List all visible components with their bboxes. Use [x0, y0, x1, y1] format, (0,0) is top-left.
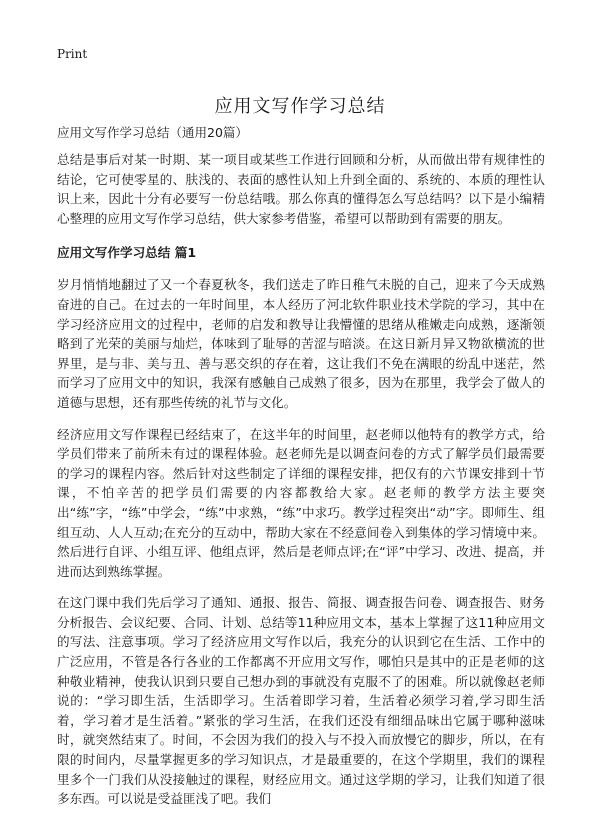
body-paragraph: 岁月悄悄地翻过了又一个春夏秋冬，我们送走了昨日稚气未脱的自己，迎来了今天成熟奋进的自己。在过去的一年时间里，本人经历了河北软件职业技术学院的学习，其中在学习经济应用文的过程中，老师的启发和教导让我懵懂的思绪从稚嫩走向成熟，逐渐领略到了光荣的美丽与灿烂，体味到了耻辱的苦涩与暗淡。在这日新月异又物欲横流的世界里，是与非、美与丑、善与恶交织的存在着，这让我们不免在满眼的纷乱中迷茫，然而学习了应用文中的知识，我深有感触自己成熟了很多，因为在那里，我学会了做人的道德与思想，还有那些传统的礼节与文化。: [57, 277, 545, 410]
print-label[interactable]: Print: [57, 47, 88, 61]
document-body: [57, 150, 545, 821]
intro-paragraph: 总结是事后对某一时期、某一项目或某些工作进行回顾和分析，从而做出带有规律性的结论，它可使零星的、肤浅的、表面的感性认知上升到全面的、系统的、本质的理性认识上来，因此十分有必要写一份总结哦。那么你真的懂得怎么写总结吗？以下是小编精心整理的应用文写作学习总结，供大家参考借鉴，希望可以帮助到有需要的朋友。: [57, 152, 545, 226]
body-paragraph: 在这门课中我们先后学习了通知、通报、报告、简报、调查报告问卷、调查报告、财务分析报告、会议纪要、合同、计划、总结等11种应用文本，基本上掌握了这11种应用文的写法、注意事项。学习了经济应用文写作以后，我充分的认识到它在生活、工作中的广泛应用，不管是各行各业的工作都离不开应用文写作，哪怕只是其中的正是老师的这种敬业精神，使我认识到只要自己想办到的事就没有克服不了的困难。所以就像赵老师说的：“学习即生活，生活即学习。生活着即学习着，生活着必须学习着,学习即生活着，学习着才是生活着。”紧张的学习生活，在我们还没有细细品味出它属于哪种滋味时，就突然结束了。时间，不会因为我们的投入与不投入而放慢它的脚步，所以，在有限的时间内，尽量掌握更多的学习知识点，才是最重要的，在这个学期里，我们的课程里多个一门我们从没接触过的课程，财经应用文。通过这学期的学习，让我们知道了很多东西。可以说是受益匪浅了吧。我们: [57, 595, 545, 807]
document-subtitle: 应用文写作学习总结（通用20篇）: [57, 125, 248, 140]
section-heading: 应用文写作学习总结 篇1: [57, 245, 197, 261]
document-title: 应用文写作学习总结: [214, 96, 386, 118]
body-paragraph: 经济应用文写作课程已经结束了，在这半年的时间里，赵老师以他特有的教学方式，给学员们带来了前所未有过的课程体验。赵老师先是以调查问卷的方式了解学员们最需要的学习的课程内容。然后针对这些制定了详细的课程安排，把仅有的六节课安排到十节课，不怕辛苦的把学员们需要的内容都教给大家。赵老师的教学方法主要突出“练”字，“练”中学会，“练”中求熟，“练”中求巧。教学过程突出“动”字。即师生、组组互动、人人互动;在充分的互动中，帮助大家在不经意间卷入到集体的学习情境中来。然后进行自评、小组互评、他组点评，然后是老师点评;在“评”中学习、改进、提高，并进而达到熟练掌握。: [57, 426, 545, 579]
